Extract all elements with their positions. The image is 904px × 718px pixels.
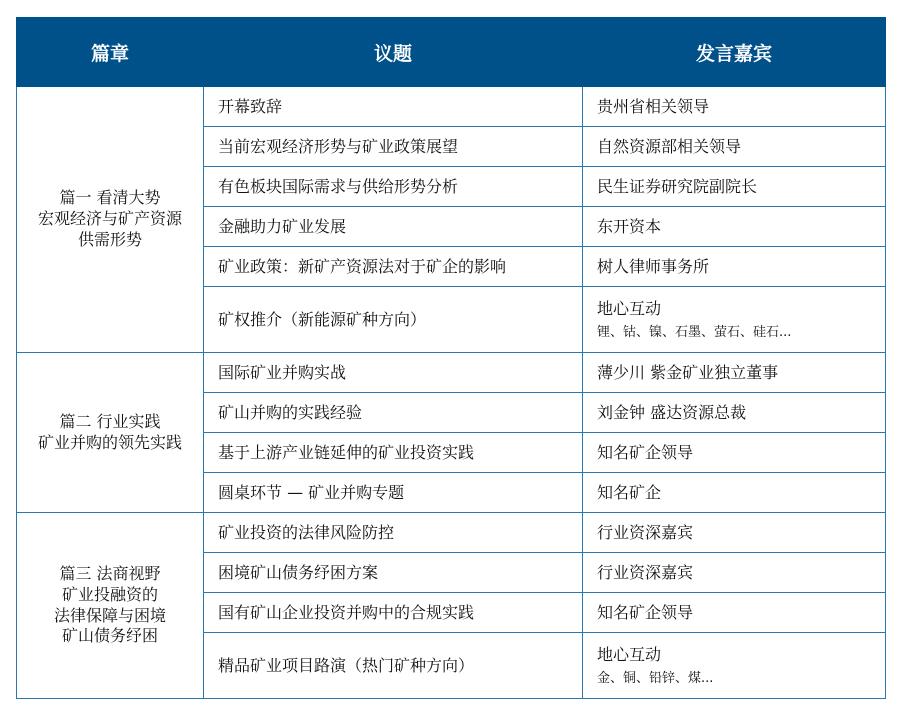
section-3-line-1: 篇三 法商视野 — [59, 563, 161, 583]
header-section: 篇章 — [17, 18, 204, 87]
topic-cell: 矿权推介（新能源矿种方向） — [204, 287, 583, 353]
table-row — [17, 87, 886, 127]
speaker-subtext: 锂、钴、镍、石墨、萤石、硅石... — [597, 324, 792, 340]
speaker-cell: 知名矿企 — [583, 473, 886, 513]
topic-cell: 矿业政策：新矿产资源法对于矿企的影响 — [204, 247, 583, 287]
speaker-cell: 行业资深嘉宾 — [583, 513, 886, 553]
speaker-cell — [583, 633, 886, 699]
speaker-cell: 知名矿企领导 — [583, 593, 886, 633]
speaker-subtext: 金、铜、铅锌、煤... — [597, 670, 714, 686]
topic-cell: 圆桌环节 — 矿业并购专题 — [204, 473, 583, 513]
section-1-cell — [17, 87, 204, 353]
table-row — [17, 513, 886, 553]
topic-cell: 国际矿业并购实战 — [204, 353, 583, 393]
topic-cell: 金融助力矿业发展 — [204, 207, 583, 247]
speaker-cell: 树人律师事务所 — [583, 247, 886, 287]
topic-cell: 基于上游产业链延伸的矿业投资实践 — [204, 433, 583, 473]
section-2-line-2: 矿业并购的领先实践 — [37, 432, 182, 452]
section-2-line-1: 篇二 行业实践 — [59, 411, 161, 431]
section-3-cell — [17, 513, 204, 699]
topic-cell: 困境矿山债务纾困方案 — [204, 553, 583, 593]
speaker-cell: 刘金钟 盛达资源总裁 — [583, 393, 886, 433]
section-3-line-3: 法律保障与困境 — [53, 605, 166, 625]
header-row — [17, 18, 886, 87]
speaker-name: 地心互动 — [597, 644, 662, 664]
speaker-cell: 东开资本 — [583, 207, 886, 247]
section-1-line-1: 篇一 看清大势 — [59, 188, 161, 208]
agenda-table — [16, 17, 886, 699]
speaker-cell — [583, 287, 886, 353]
speaker-cell: 薄少川 紫金矿业独立董事 — [583, 353, 886, 393]
header-speaker: 发言嘉宾 — [583, 18, 886, 87]
topic-cell: 矿业投资的法律风险防控 — [204, 513, 583, 553]
topic-cell: 国有矿山企业投资并购中的合规实践 — [204, 593, 583, 633]
topic-cell: 当前宏观经济形势与矿业政策展望 — [204, 127, 583, 167]
speaker-cell: 知名矿企领导 — [583, 433, 886, 473]
section-2-cell — [17, 353, 204, 513]
speaker-cell: 自然资源部相关领导 — [583, 127, 886, 167]
section-3-line-2: 矿业投融资的 — [61, 584, 158, 604]
speaker-cell: 贵州省相关领导 — [583, 87, 886, 127]
section-1-line-3: 供需形势 — [77, 229, 142, 249]
speaker-name: 地心互动 — [597, 298, 662, 318]
header-topic: 议题 — [204, 18, 583, 87]
topic-cell: 精品矿业项目路演（热门矿种方向） — [204, 633, 583, 699]
topic-cell: 有色板块国际需求与供给形势分析 — [204, 167, 583, 207]
speaker-cell: 行业资深嘉宾 — [583, 553, 886, 593]
topic-cell: 矿山并购的实践经验 — [204, 393, 583, 433]
speaker-cell: 民生证券研究院副院长 — [583, 167, 886, 207]
section-3-line-4: 矿山债务纾困 — [61, 626, 158, 646]
topic-cell: 开幕致辞 — [204, 87, 583, 127]
section-1-line-2: 宏观经济与矿产资源 — [37, 209, 182, 229]
table-row — [17, 353, 886, 393]
